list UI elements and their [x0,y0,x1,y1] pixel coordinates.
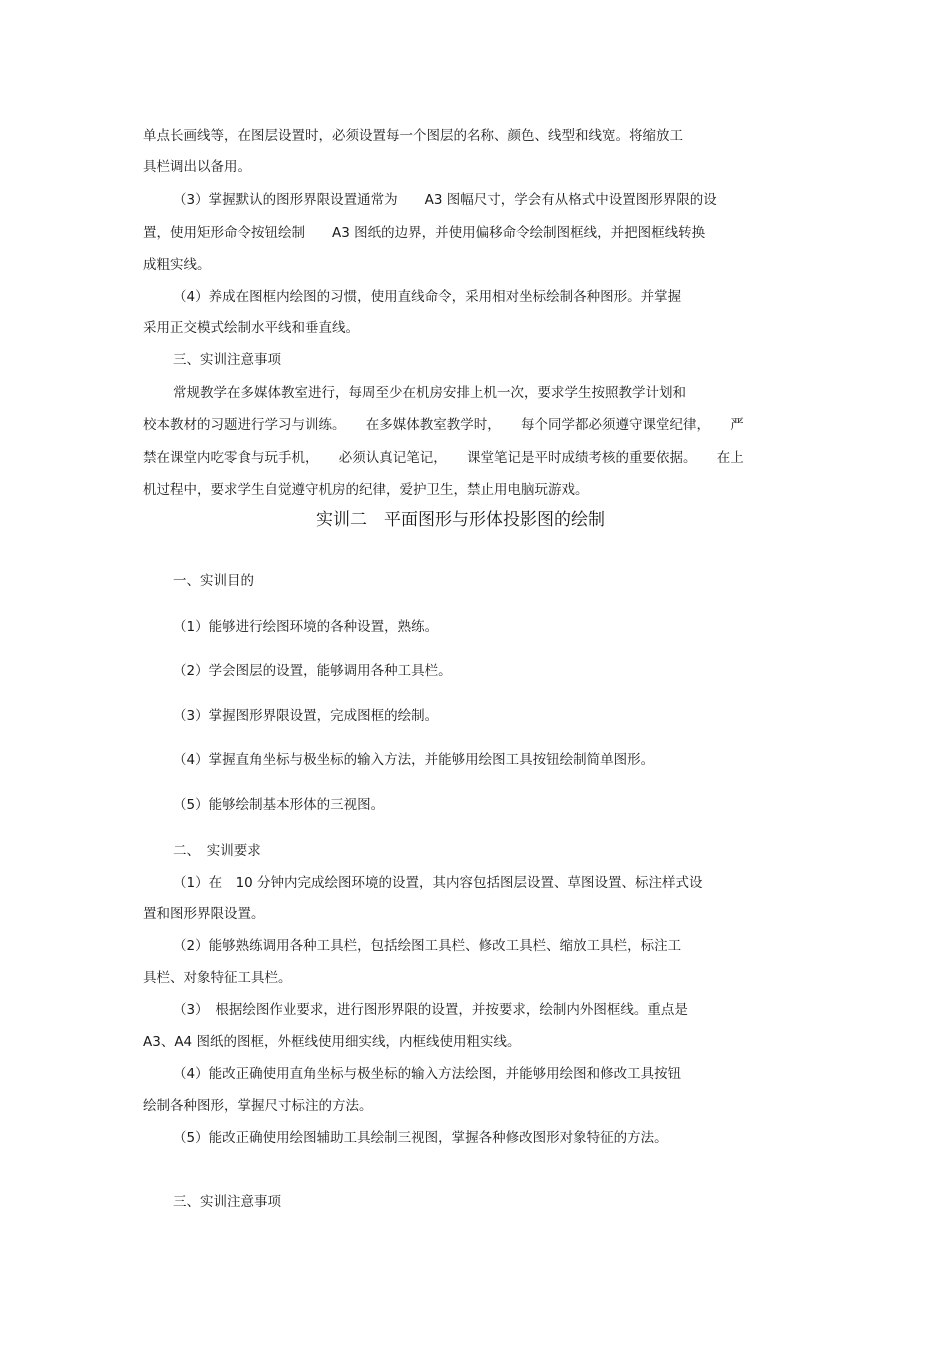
paragraph-line: （1）在 10 分钟内完成绘图环境的设置，其内容包括图层设置、草图设置、标注样式设 [173,875,703,891]
paragraph-line: 机过程中，要求学生自觉遵守机房的纪律，爱护卫生，禁止用电脑玩游戏。 [143,482,589,498]
paragraph-line: （3）掌握默认的图形界限设置通常为 A3 图幅尺寸，学会有从格式中设置图形界限的设 [173,192,717,208]
chapter-title: 实训二 平面图形与形体投影图的绘制 [316,510,605,530]
paragraph-line: 校本教材的习题进行学习与训练。 在多媒体教室教学时， 每个同学都必须遵守课堂纪律， 严 [143,417,744,433]
paragraph-line: 成粗实线。 [143,257,211,273]
paragraph-line: （5）能改正确使用绘图辅助工具绘制三视图，掌握各种修改图形对象特征的方法。 [173,1130,668,1146]
paragraph-line: （3） 根据绘图作业要求，进行图形界限的设置，并按要求，绘制内外图框线。重点是 [173,1002,688,1018]
section-heading: 一、实训目的 [173,573,254,589]
list-item: （1）能够进行绘图环境的各种设置，熟练。 [173,619,439,635]
paragraph-line: （4）养成在图框内绘图的习惯，使用直线命令，采用相对坐标绘制各种图形。并掌握 [173,289,682,305]
paragraph-line: 常规教学在多媒体教室进行，每周至少在机房安排上机一次，要求学生按照教学计划和 [173,385,686,401]
paragraph-line: （4）能改正确使用直角坐标与极坐标的输入方法绘图，并能够用绘图和修改工具按钮 [173,1066,682,1082]
paragraph-line: （2）能够熟练调用各种工具栏，包括绘图工具栏、修改工具栏、缩放工具栏，标注工 [173,938,682,954]
paragraph-line: 单点长画线等，在图层设置时，必须设置每一个图层的名称、颜色、线型和线宽。将缩放工 [143,128,683,144]
list-item: （5）能够绘制基本形体的三视图。 [173,797,385,813]
list-item: （3）掌握图形界限设置，完成图框的绘制。 [173,708,439,724]
paragraph-line: 采用正交模式绘制水平线和垂直线。 [143,320,359,336]
paragraph-line: 置，使用矩形命令按钮绘制 A3 图纸的边界，并使用偏移命令绘制图框线，并把图框线转换 [143,225,706,241]
section-heading: 三、实训注意事项 [173,352,281,368]
paragraph-line: 具栏调出以备用。 [143,159,251,175]
list-item: （4）掌握直角坐标与极坐标的输入方法，并能够用绘图工具按钮绘制简单图形。 [173,752,655,768]
section-heading: 二、 实训要求 [173,843,261,859]
paragraph-line: A3、A4 图纸的图框，外框线使用细实线，内框线使用粗实线。 [143,1034,521,1050]
list-item: （2）学会图层的设置，能够调用各种工具栏。 [173,663,452,679]
paragraph-line: 绘制各种图形，掌握尺寸标注的方法。 [143,1098,373,1114]
paragraph-line: 禁在课堂内吃零食与玩手机， 必须认真记笔记， 课堂笔记是平时成绩考核的重要依据。 在上 [143,450,744,466]
paragraph-line: 置和图形界限设置。 [143,906,265,922]
section-heading: 三、实训注意事项 [173,1194,281,1210]
paragraph-line: 具栏、对象特征工具栏。 [143,970,292,986]
